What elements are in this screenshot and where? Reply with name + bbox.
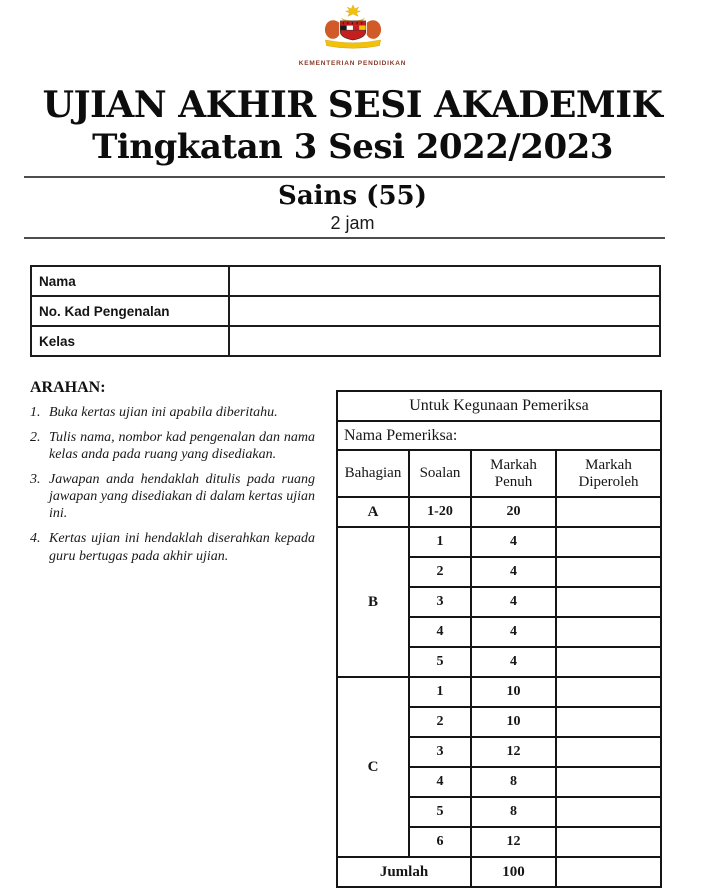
markah-diperoleh-cell bbox=[556, 767, 661, 797]
soalan-cell: 5 bbox=[409, 647, 471, 677]
bahagian-cell: C bbox=[337, 677, 409, 857]
column-header-markah-diperoleh: Markah Diperoleh bbox=[556, 450, 661, 497]
markah-diperoleh-cell bbox=[556, 497, 661, 527]
markah-diperoleh-cell bbox=[556, 707, 661, 737]
soalan-cell: 1 bbox=[409, 677, 471, 707]
examiner-name-label: Nama Pemeriksa: bbox=[337, 421, 661, 450]
markah-diperoleh-cell bbox=[556, 617, 661, 647]
student-info-table bbox=[30, 265, 661, 357]
soalan-cell: 1-20 bbox=[409, 497, 471, 527]
examiner-table bbox=[336, 390, 662, 888]
examiner-table-total-row bbox=[337, 857, 661, 887]
tiger-left-icon bbox=[324, 20, 338, 39]
instruction-item-2: Tulis nama, nombor kad pengenalan dan nama kelas anda pada ruang yang disediakan. bbox=[49, 430, 315, 463]
star-icon bbox=[345, 5, 360, 17]
markah-penuh-cell: 20 bbox=[471, 497, 556, 527]
malaysia-coat-of-arms-icon bbox=[315, 4, 391, 54]
markah-penuh-cell: 12 bbox=[471, 737, 556, 767]
markah-penuh-cell: 8 bbox=[471, 797, 556, 827]
student-info-label-nama: Nama bbox=[31, 266, 229, 296]
instructions-list bbox=[30, 404, 315, 565]
markah-penuh-cell: 10 bbox=[471, 707, 556, 737]
exam-title-line1: UJIAN AKHIR SESI AKADEMIK bbox=[42, 84, 663, 126]
tiger-right-icon bbox=[366, 20, 380, 39]
markah-diperoleh-cell bbox=[556, 587, 661, 617]
student-info-label-kelas: Kelas bbox=[31, 326, 229, 356]
markah-penuh-cell: 12 bbox=[471, 827, 556, 857]
soalan-cell: 1 bbox=[409, 527, 471, 557]
soalan-cell: 2 bbox=[409, 557, 471, 587]
total-label: Jumlah bbox=[337, 857, 471, 887]
student-info-value-kad bbox=[229, 296, 660, 326]
instructions-block bbox=[30, 379, 315, 573]
soalan-cell: 5 bbox=[409, 797, 471, 827]
student-info-row-nama bbox=[31, 266, 660, 296]
total-markah-diperoleh bbox=[556, 857, 661, 887]
markah-diperoleh-cell bbox=[556, 677, 661, 707]
examiner-name-row bbox=[337, 421, 661, 450]
student-info-value-kelas bbox=[229, 326, 660, 356]
banner-icon bbox=[325, 40, 380, 48]
markah-penuh-cell: 4 bbox=[471, 557, 556, 587]
examiner-table-row bbox=[337, 497, 661, 527]
student-info-row-kelas bbox=[31, 326, 660, 356]
student-info-label-kad: No. Kad Pengenalan bbox=[31, 296, 229, 326]
markah-penuh-cell: 10 bbox=[471, 677, 556, 707]
examiner-table-body bbox=[337, 497, 661, 857]
soalan-cell: 2 bbox=[409, 707, 471, 737]
instructions-heading: ARAHAN: bbox=[30, 379, 106, 396]
markah-diperoleh-cell bbox=[556, 737, 661, 767]
exam-title-line2: Tingkatan 3 Sesi 2022/2023 bbox=[92, 127, 613, 167]
markah-penuh-cell: 4 bbox=[471, 587, 556, 617]
examiner-table-row bbox=[337, 527, 661, 557]
markah-penuh-cell: 4 bbox=[471, 617, 556, 647]
student-info-value-nama bbox=[229, 266, 660, 296]
markah-diperoleh-cell bbox=[556, 647, 661, 677]
instruction-item-4: Kertas ujian ini hendaklah diserahkan kepada guru bertugas pada akhir ujian. bbox=[49, 531, 315, 564]
student-info-row-kad bbox=[31, 296, 660, 326]
exam-duration: 2 jam bbox=[330, 213, 375, 233]
divider-top bbox=[24, 176, 665, 178]
ministry-logo-block bbox=[0, 4, 705, 67]
examiner-table-title: Untuk Kegunaan Pemeriksa bbox=[337, 391, 661, 421]
markah-penuh-cell: 4 bbox=[471, 647, 556, 677]
column-header-markah-penuh: Markah Penuh bbox=[471, 450, 556, 497]
logo-caption: KEMENTERIAN PENDIDIKAN bbox=[298, 60, 407, 67]
markah-diperoleh-cell bbox=[556, 527, 661, 557]
examiner-table-row bbox=[337, 677, 661, 707]
markah-penuh-cell: 4 bbox=[471, 527, 556, 557]
column-header-bahagian: Bahagian bbox=[337, 450, 409, 497]
bahagian-cell: B bbox=[337, 527, 409, 677]
soalan-cell: 3 bbox=[409, 737, 471, 767]
instruction-item-3: Jawapan anda hendaklah ditulis pada ruang jawapan yang disediakan di dalam kertas ujian ini. bbox=[49, 472, 315, 522]
instruction-item-1: Buka kertas ujian ini apabila diberitahu. bbox=[49, 405, 278, 420]
soalan-cell: 4 bbox=[409, 767, 471, 797]
examiner-table-title-row bbox=[337, 391, 661, 421]
examiner-table-header-row bbox=[337, 450, 661, 497]
bahagian-cell: A bbox=[337, 497, 409, 527]
markah-diperoleh-cell bbox=[556, 557, 661, 587]
subject-title: Sains (55) bbox=[278, 181, 427, 211]
soalan-cell: 6 bbox=[409, 827, 471, 857]
markah-diperoleh-cell bbox=[556, 797, 661, 827]
soalan-cell: 4 bbox=[409, 617, 471, 647]
divider-bottom bbox=[24, 237, 665, 239]
markah-penuh-cell: 8 bbox=[471, 767, 556, 797]
soalan-cell: 3 bbox=[409, 587, 471, 617]
markah-diperoleh-cell bbox=[556, 827, 661, 857]
column-header-soalan: Soalan bbox=[409, 450, 471, 497]
total-markah-penuh: 100 bbox=[471, 857, 556, 887]
